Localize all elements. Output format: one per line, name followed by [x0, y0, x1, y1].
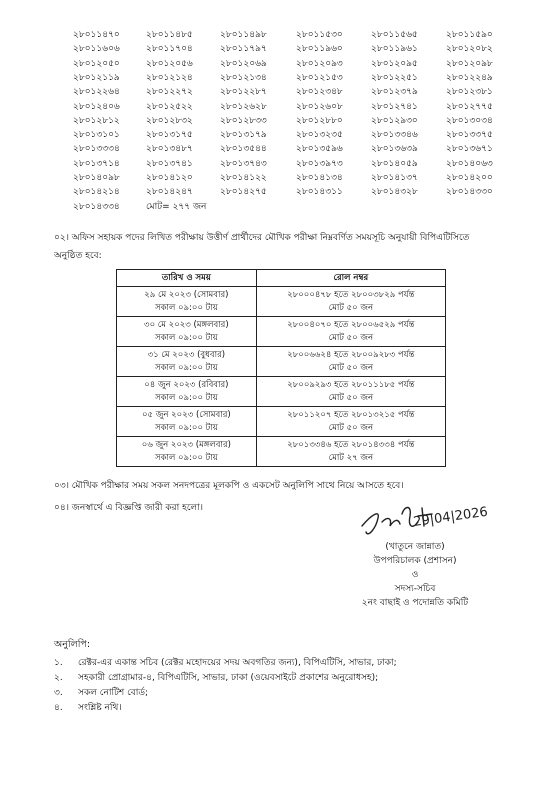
exam-time: সকাল ০৯:০০ টায় [154, 362, 218, 373]
roll-number: ২৮০১৩৫৪৪ [220, 144, 267, 155]
copy-to-item [54, 671, 397, 686]
exam-time: সকাল ০৯:০০ টায় [154, 422, 218, 433]
candidate-count: মোট ৫০ জন [328, 362, 374, 373]
roll-number: ২৮০১১৯৬০ [296, 44, 343, 55]
copy-to-text: রেক্টর-এর একান্ত সচিব (রেক্টর মহোদয়ের সদয় অবগতির জন্য), বিপিএটিসি, সাভার, ঢাকা; [78, 658, 397, 668]
roll-number: ২৮০১২৩৭৯ [371, 87, 418, 98]
roll-number: ২৮০১৪০৯৮ [73, 173, 120, 183]
roll-number: ২৮০১৪০৬৩ [446, 158, 493, 169]
schedule-date-cell [117, 437, 257, 467]
roll-number: ২৮০১২০৯৮ [446, 58, 493, 69]
roll-row [0, 100, 549, 114]
paragraph-02-line2: অনুষ্ঠিত হবে: [54, 251, 102, 261]
roll-number: ২৮০১১৪৭০ [73, 30, 120, 40]
roll-number: ২৮০১৪১২০ [146, 173, 193, 183]
schedule-roll-cell [256, 407, 445, 437]
roll-number: ২৮০১৩৬৭১ [446, 144, 493, 155]
schedule-row [117, 347, 446, 377]
roll-range: ২৮০০৯২৯৩ হতে ২৮০১১১৮৫ পর্যন্ত [287, 379, 415, 390]
roll-number: ২৮০১৩৭৪১ [146, 158, 193, 169]
roll-range: ২৮০০০৪৭৮ হতে ২৮০০৩৮২৯ পর্যন্ত [287, 289, 415, 300]
total-count: মোট= ২৭৭ জন [146, 202, 207, 212]
roll-row [0, 171, 549, 185]
roll-number: ২৮০১২০৮২ [446, 44, 493, 55]
roll-number: ২৮০১২১২৪ [146, 72, 193, 83]
roll-number: ২৮০১১৭৯৭ [220, 44, 267, 55]
schedule-row [117, 287, 446, 317]
roll-number: ২৮০১৪১২২ [220, 173, 267, 183]
roll-number: ২৮০১২১৫৩ [296, 72, 343, 83]
roll-number: ২৮০১২০৯৫ [371, 58, 418, 69]
candidate-count: মোট ৫০ জন [328, 302, 374, 313]
roll-number: ২৮০১৪২০০ [446, 173, 493, 183]
roll-number: ২৮০১২২৮৭ [220, 87, 267, 98]
roll-number: ২৮০১৪৩১১ [296, 187, 343, 198]
signatory-committee: ২নং বাছাই ও পদোন্নতি কমিটি [361, 598, 469, 608]
roll-number: ২৮০১৩৩৭৫ [446, 130, 493, 141]
exam-date: ৩০ মে ২০২৩ (মঙ্গলবার) [144, 319, 229, 330]
roll-number: ২৮০১২০৫৬ [146, 58, 193, 69]
roll-number: ২৮০১৩৩৪৬ [371, 130, 418, 141]
roll-number: ২৮০১২৭৭৫ [446, 101, 493, 112]
exam-date: ০৪ জুন ২০২৩ (রবিবার) [144, 379, 229, 390]
roll-row [0, 114, 549, 128]
exam-time: সকাল ০৯:০০ টায় [154, 452, 218, 463]
copy-to-number: ৩. [54, 688, 63, 698]
roll-row [0, 85, 549, 99]
signatory-name: (খাতুনে জান্নাত) [385, 542, 445, 552]
copy-to-item [54, 701, 397, 716]
roll-row [0, 71, 549, 85]
candidate-count: মোট ৫০ জন [328, 332, 374, 343]
schedule-roll-cell [256, 287, 445, 317]
roll-range: ২৮০১১২০৭ হতে ২৮০১৩২১৫ পর্যন্ত [287, 409, 415, 420]
roll-number: ২৮০১৩৪৮৭ [146, 144, 193, 155]
roll-number: ২৮০১২৮১২ [73, 115, 120, 126]
roll-number: ২৮০১২০৫০ [73, 58, 120, 69]
roll-number: ২৮০১২১১৯ [73, 72, 120, 83]
paragraph-02-line1: ০২। অফিস সহায়ক পদের লিখিত পরীক্ষায় উত্তীর্ণ প্রার্থীদের মৌখিক পরীক্ষা নিম্নবর্ণিত সময়সূচি অনুযায়ী বিপিএটিসিতে [54, 233, 470, 243]
roll-number: ২৮০১২২৪৯ [446, 72, 493, 83]
roll-number: ২৮০১৪২৪৭ [146, 187, 193, 198]
copy-to-text: সকল নোটিশ বোর্ড; [78, 688, 149, 698]
schedule-date-cell [117, 407, 257, 437]
candidate-count: মোট ২৭ জন [328, 452, 374, 463]
roll-row [0, 142, 549, 156]
roll-number: ২৮০১২২৫১ [371, 72, 418, 83]
roll-number: ২৮০১১৪৮৫ [146, 30, 193, 40]
roll-row [0, 185, 549, 199]
roll-number: ২৮০১৪২১৪ [73, 187, 120, 198]
schedule-roll-cell [256, 377, 445, 407]
header-date-time: তারিখ ও সময় [117, 270, 257, 287]
roll-number: ২৮০১২৪০৬ [73, 101, 120, 112]
copy-to-number: ৪. [54, 703, 63, 713]
roll-number: ২৮০১৩৫৯৬ [296, 144, 343, 155]
roll-number: ২৮০১২৩৮১ [446, 87, 493, 98]
roll-number: ২৮০১৩৭৪৩ [220, 158, 267, 169]
roll-number: ২৮০১২৩৪৮ [296, 87, 343, 98]
exam-time: সকাল ০৯:০০ টায় [154, 332, 218, 343]
roll-number: ২৮০১২২৭২ [146, 87, 193, 98]
roll-row [0, 28, 549, 42]
roll-number: ২৮০১৩১৭৯ [220, 130, 267, 141]
roll-number: ২৮০১২৭৪১ [371, 101, 418, 112]
exam-date: ২৯ মে ২০২৩ (সোমবার) [144, 289, 229, 300]
roll-number: ২৮০১৩৯৭৩ [296, 158, 343, 169]
roll-number: ২৮০১১৫৩০ [296, 30, 343, 40]
table-header-row [117, 270, 446, 287]
roll-range: ২৮০১৩৩৪৬ হতে ২৮০১৪৩৩৪ পর্যন্ত [287, 439, 415, 450]
copy-to-list [54, 656, 397, 716]
schedule-roll-cell [256, 347, 445, 377]
roll-number: ২৮০১১৫৬৫ [371, 30, 418, 40]
roll-row [0, 128, 549, 142]
roll-number: ২৮০১৩৩৩৪ [73, 144, 120, 155]
roll-number: ২৮০১৩০৩৪ [446, 115, 493, 126]
schedule-row [117, 437, 446, 467]
roll-number: ২৮০১৪৩৩০ [446, 187, 493, 198]
roll-number: ২৮০১১৬০৬ [73, 44, 120, 55]
roll-number: ২৮০১১৪৯৮ [220, 30, 267, 40]
roll-number: ২৮০১৪০৫৯ [371, 158, 418, 169]
exam-time: সকাল ০৯:০০ টায় [154, 392, 218, 403]
copy-to-text: সহকারী প্রোগ্রামার-৪, বিপিএটিসি, সাভার, ঢাকা (ওয়েবসাইটে প্রকাশের অনুরোধসহ); [78, 673, 379, 683]
exam-date: ৩১ মে ২০২৩ (বুধবার) [147, 349, 226, 360]
roll-number: ২৮০১২০৬৯ [220, 58, 267, 69]
copy-to-number: ২. [54, 673, 63, 683]
roll-number: ২৮০১৪৩২৮ [371, 187, 418, 198]
paragraph-04: ০৪। জনস্বার্থে এ বিজ্ঞপ্তি জারী করা হলো। [54, 503, 203, 513]
roll-number: ২৮০১৩১৭৫ [146, 130, 193, 141]
copy-to-item [54, 686, 397, 701]
roll-number: ২৮০১৩৬৩৯ [371, 144, 418, 155]
signatory-role: সদস্য-সচিব [394, 584, 436, 594]
roll-range: ২৮০০৪০৭০ হতে ২৮০০৬৫২৯ পর্যন্ত [287, 319, 415, 330]
candidate-count: মোট ৫০ জন [328, 422, 374, 433]
roll-number: ২৮০১২৮৩২ [146, 115, 193, 126]
signatory-and: ও [411, 570, 419, 580]
svg-text:29|04|2026: 29|04|2026 [412, 504, 489, 530]
last-roll-number: ২৮০১৪৩৩৪ [73, 202, 120, 212]
candidate-count: মোট ৫০ জন [328, 392, 374, 403]
signature-block [300, 540, 530, 610]
roll-range: ২৮০০৬৬২৪ হতে ২৮০০৯২৮৩ পর্যন্ত [287, 349, 415, 360]
schedule-date-cell [117, 317, 257, 347]
roll-number: ২৮০১২৫২২ [146, 101, 193, 112]
copy-to-number: ১. [54, 658, 63, 668]
roll-number: ২৮০১২১৩৪ [220, 72, 267, 83]
copy-to-text: সংশ্লিষ্ট নথি। [78, 703, 122, 713]
roll-number: ২৮০১১৯৬১ [371, 44, 418, 55]
schedule-date-cell [117, 347, 257, 377]
roll-number: ২৮০১৩২৩৫ [296, 130, 343, 141]
roll-number: ২৮০১৩৭১৪ [73, 158, 120, 169]
roll-number: ২৮০১২৮৮০ [296, 115, 343, 126]
exam-date: ০৫ জুন ২০২৩ (সোমবার) [142, 409, 231, 420]
schedule-date-cell [117, 287, 257, 317]
roll-row [0, 157, 549, 171]
roll-number: ২৮০১২৮৩৩ [220, 115, 267, 126]
roll-number: ২৮০১২৬০৮ [296, 101, 343, 112]
copy-to-item [54, 656, 397, 671]
paragraph-03: ০৩। মৌখিক পরীক্ষার সময় সকল সনদপত্রের মূলকপি ও একসেট অনুলিপি সাথে নিয়ে আসতে হবে। [54, 481, 404, 491]
schedule-roll-cell [256, 437, 445, 467]
roll-row [0, 57, 549, 71]
schedule-date-cell [117, 377, 257, 407]
schedule-row [117, 317, 446, 347]
exam-date: ০৬ জুন ২০২৩ (মঙ্গলবার) [141, 439, 231, 450]
schedule-roll-cell [256, 317, 445, 347]
roll-number: ২৮০১২০৯৩ [296, 58, 343, 69]
roll-row [0, 42, 549, 56]
copy-to-title: অনুলিপি: [54, 639, 91, 650]
roll-number: ২৮০১৪১৩৪ [296, 173, 343, 183]
schedule-row [117, 377, 446, 407]
roll-number: ২৮০১১৫৯০ [446, 30, 493, 40]
roll-number: ২৮০১২৬২৮ [220, 101, 267, 112]
exam-time: সকাল ০৯:০০ টায় [154, 302, 218, 313]
roll-number: ২৮০১২২৬৪ [73, 87, 120, 98]
schedule-row [117, 407, 446, 437]
viva-schedule-table [116, 269, 446, 467]
signatory-designation: উপপরিচালক (প্রশাসন) [373, 556, 457, 566]
roll-number: ২৮০১৩১০১ [73, 130, 120, 141]
roll-number: ২৮০১৪১৩৭ [371, 173, 418, 183]
header-roll-number: রোল নম্বর [256, 270, 445, 287]
roll-number: ২৮০১১৭০৪ [146, 44, 193, 55]
roll-number: ২৮০১৪২৭৫ [220, 187, 267, 198]
roll-number: ২৮০১২৯৩০ [371, 115, 418, 126]
